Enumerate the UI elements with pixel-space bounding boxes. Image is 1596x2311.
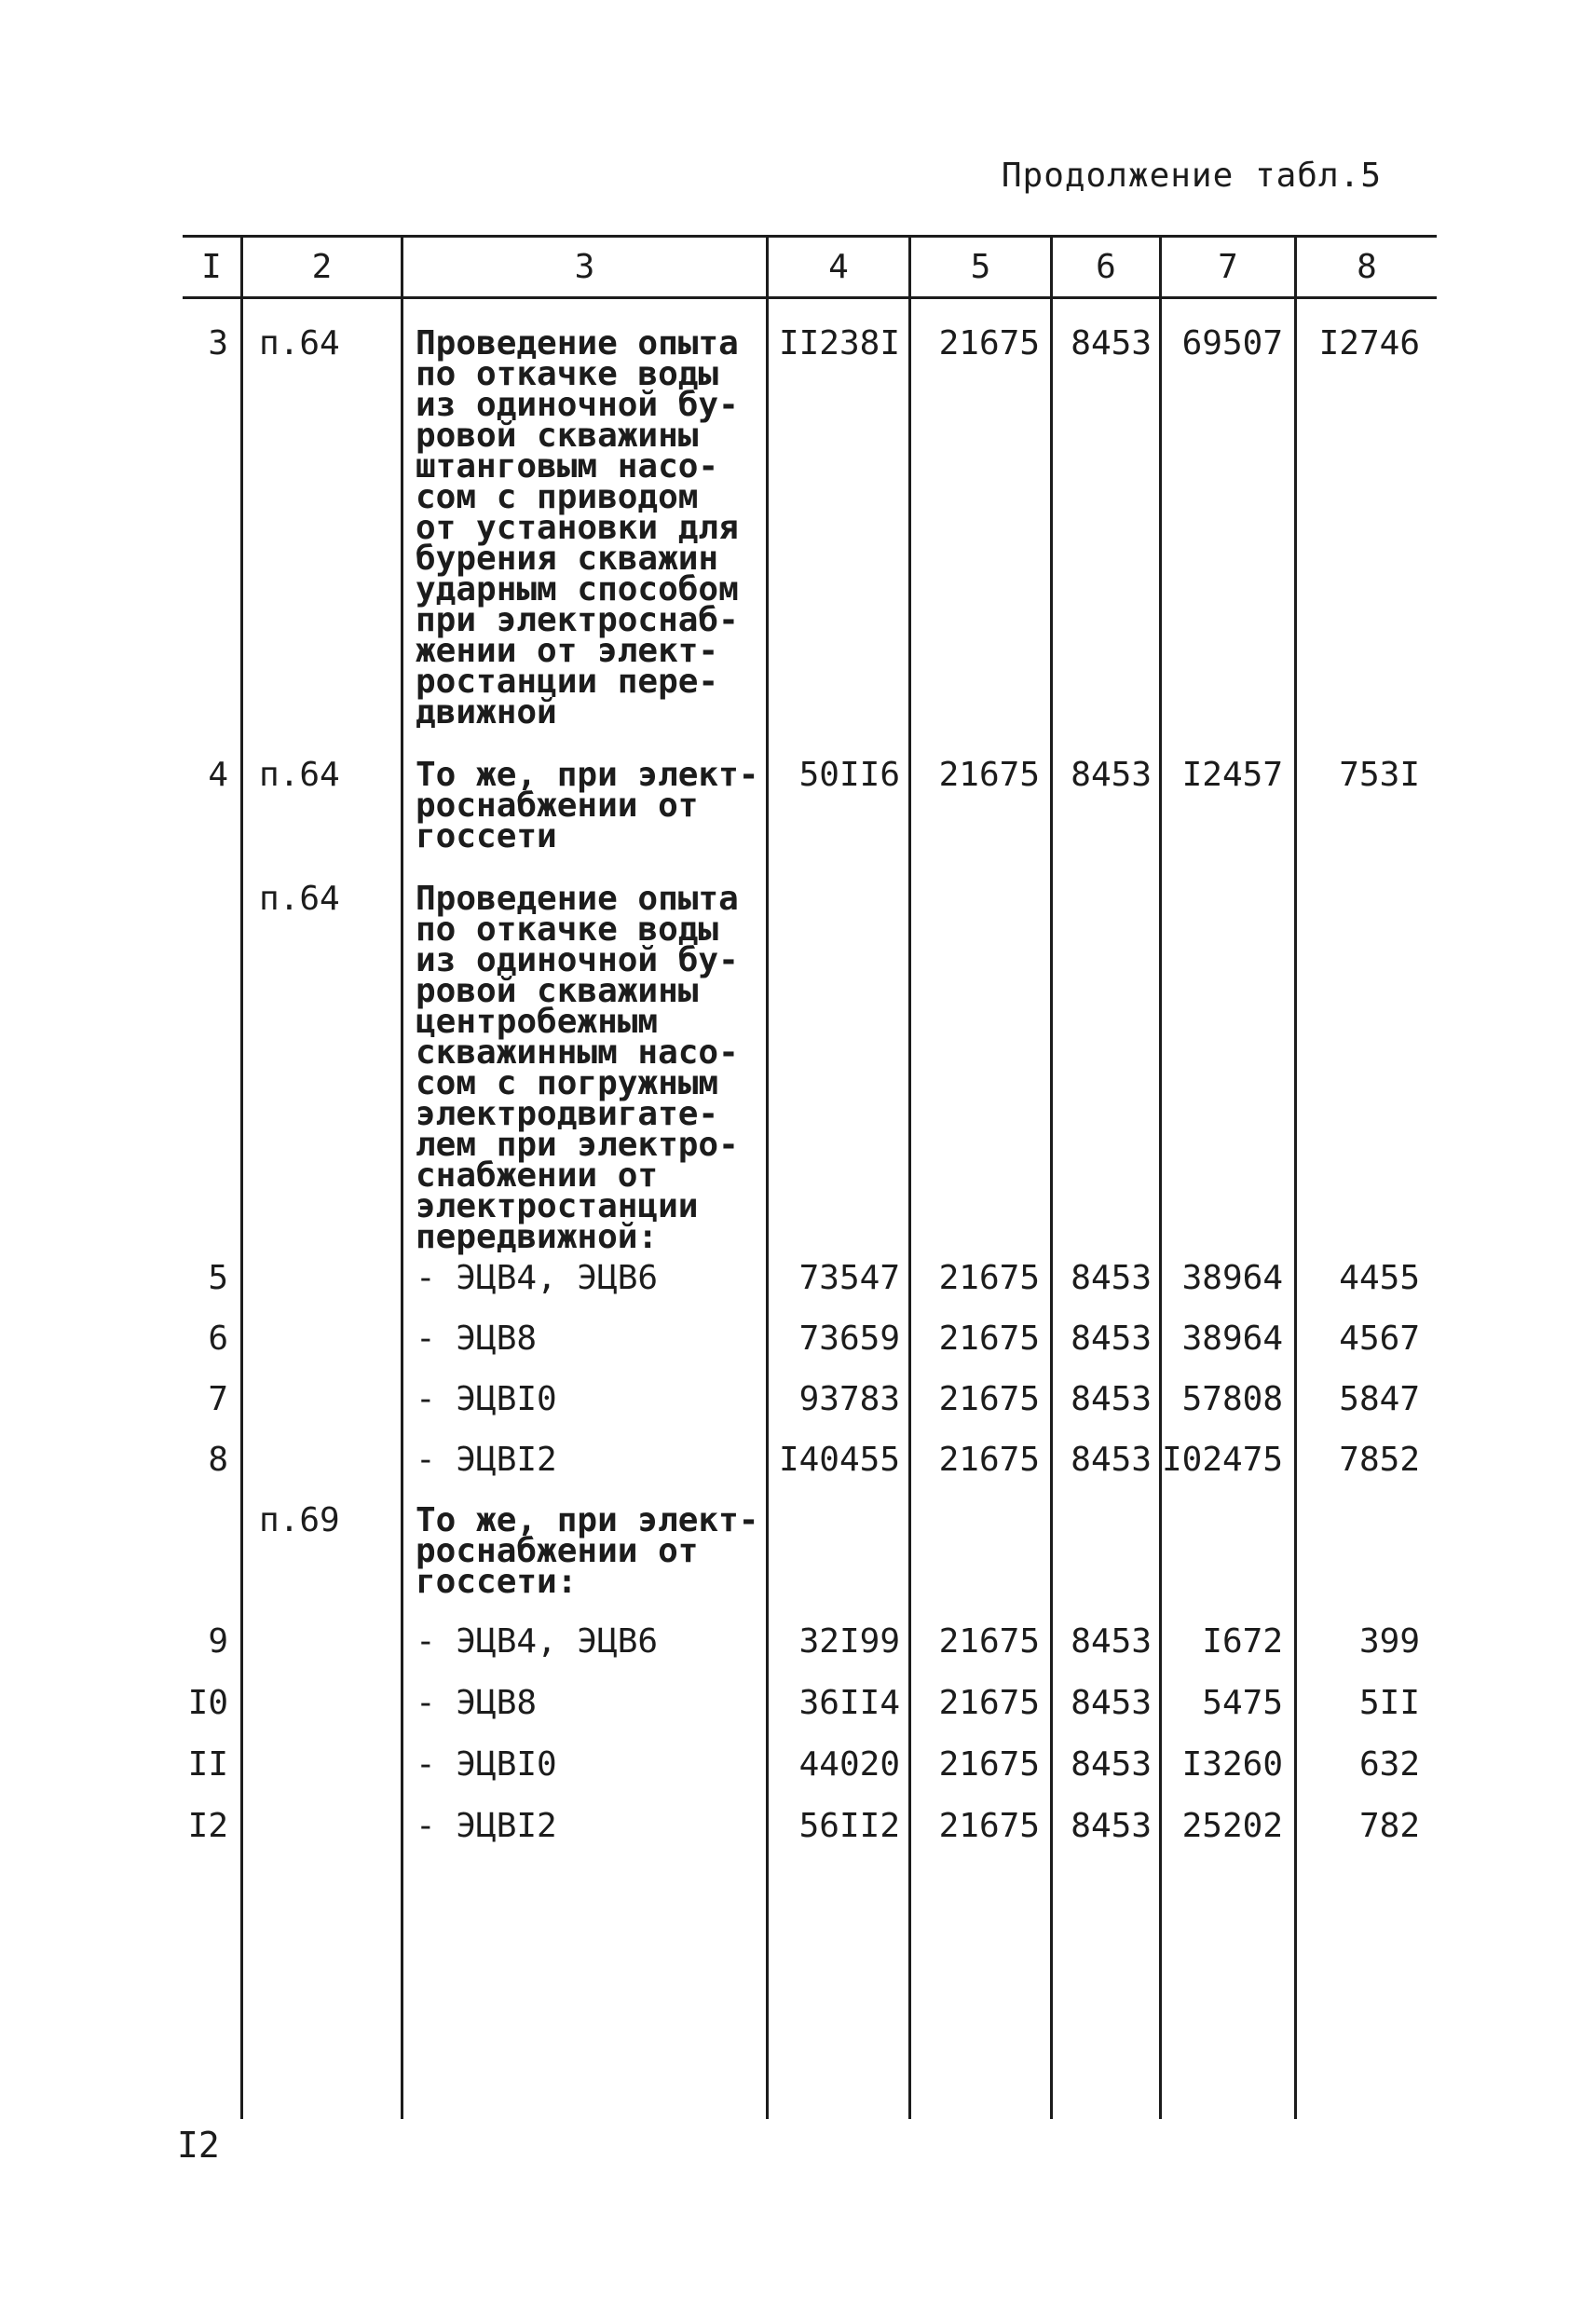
value-col-4: 32I99 [798, 1622, 900, 1661]
value-col-8: 7852 [1339, 1441, 1420, 1479]
value-col-5: 21675 [938, 1622, 1040, 1661]
column-divider [240, 235, 243, 2119]
row-number: 5 [208, 1259, 228, 1297]
column-divider [401, 235, 403, 2119]
value-col-7: 38964 [1181, 1320, 1283, 1358]
value-col-5: 21675 [938, 1259, 1040, 1297]
column-header-1: I [201, 248, 222, 286]
value-col-8: 4567 [1339, 1320, 1420, 1358]
work-description: То же, при элект- роснабжении от госсети: [416, 1501, 759, 1601]
value-col-4: 93783 [798, 1380, 900, 1418]
value-col-6: 8453 [1071, 1320, 1152, 1358]
row-number: 8 [208, 1441, 228, 1479]
value-col-5: 21675 [938, 1441, 1040, 1479]
value-col-8: 399 [1358, 1622, 1420, 1661]
value-col-7: 69507 [1181, 324, 1283, 362]
value-col-4: I40455 [778, 1441, 900, 1479]
work-description: Проведение опыта по откачке воды из одиночной бу- ровой скважины центробежным скважинным насо- сом с погружным электродвигате- лем при электро- снабжении от электростанции передвижной: [416, 880, 739, 1256]
column-header-8: 8 [1357, 248, 1377, 286]
work-description: - ЭЦВI2 [416, 1441, 557, 1479]
work-description: - ЭЦВI0 [416, 1745, 557, 1784]
value-col-6: 8453 [1071, 324, 1152, 362]
work-description: Проведение опыта по откачке воды из одиночной бу- ровой скважины штанговым насо- сом с приводом от установки для бурения скважин ударным способом при электроснаб- жении от элект- ростанции пере- движной [416, 324, 739, 732]
value-col-5: 21675 [938, 1807, 1040, 1845]
value-col-5: 21675 [938, 1684, 1040, 1722]
table-caption: Продолжение табл.5 [1001, 157, 1382, 195]
clause-ref: п.69 [259, 1501, 340, 1539]
work-description: - ЭЦВI2 [416, 1807, 557, 1845]
column-divider [766, 235, 769, 2119]
value-col-6: 8453 [1071, 1622, 1152, 1661]
value-col-5: 21675 [938, 1745, 1040, 1784]
page-number: I2 [177, 2125, 220, 2166]
value-col-7: I3260 [1181, 1745, 1283, 1784]
row-number: 9 [208, 1622, 228, 1661]
row-number: 6 [208, 1320, 228, 1358]
value-col-7: 5475 [1202, 1684, 1283, 1722]
value-col-7: I02475 [1162, 1441, 1284, 1479]
value-col-4: 73659 [798, 1320, 900, 1358]
value-col-8: 5II [1358, 1684, 1420, 1722]
column-header-4: 4 [828, 248, 849, 286]
work-description: - ЭЦВI0 [416, 1380, 557, 1418]
clause-ref: п.64 [259, 324, 340, 362]
column-header-5: 5 [970, 248, 991, 286]
work-description: - ЭЦВ8 [416, 1684, 538, 1722]
value-col-8: 4455 [1339, 1259, 1420, 1297]
value-col-6: 8453 [1071, 1259, 1152, 1297]
column-header-3: 3 [574, 248, 595, 286]
row-number: I0 [187, 1684, 228, 1722]
value-col-4: 36II4 [798, 1684, 900, 1722]
work-description: - ЭЦВ8 [416, 1320, 538, 1358]
column-header-7: 7 [1218, 248, 1238, 286]
value-col-7: 38964 [1181, 1259, 1283, 1297]
value-col-4: 73547 [798, 1259, 900, 1297]
value-col-7: I672 [1202, 1622, 1283, 1661]
value-col-8: 632 [1358, 1745, 1420, 1784]
value-col-4: 50II6 [798, 756, 900, 794]
clause-ref: п.64 [259, 880, 340, 918]
value-col-8: 782 [1358, 1807, 1420, 1845]
value-col-4: 44020 [798, 1745, 900, 1784]
value-col-7: 25202 [1181, 1807, 1283, 1845]
row-number: 7 [208, 1380, 228, 1418]
row-number: 4 [208, 756, 228, 794]
value-col-8: 753I [1339, 756, 1420, 794]
value-col-6: 8453 [1071, 1441, 1152, 1479]
work-description: - ЭЦВ4, ЭЦВ6 [416, 1259, 659, 1297]
table-top-rule [183, 235, 1437, 238]
value-col-8: I2746 [1318, 324, 1420, 362]
value-col-4: 56II2 [798, 1807, 900, 1845]
value-col-6: 8453 [1071, 1745, 1152, 1784]
work-description: - ЭЦВ4, ЭЦВ6 [416, 1622, 659, 1661]
row-number: 3 [208, 324, 228, 362]
clause-ref: п.64 [259, 756, 340, 794]
column-header-2: 2 [311, 248, 333, 286]
row-number: I2 [187, 1807, 228, 1845]
value-col-5: 21675 [938, 324, 1040, 362]
value-col-6: 8453 [1071, 756, 1152, 794]
value-col-5: 21675 [938, 1380, 1040, 1418]
work-description: То же, при элект- роснабжении от госсети [416, 756, 759, 855]
value-col-5: 21675 [938, 1320, 1040, 1358]
value-col-5: 21675 [938, 756, 1040, 794]
row-number: II [187, 1745, 228, 1784]
value-col-7: I2457 [1181, 756, 1283, 794]
value-col-6: 8453 [1071, 1807, 1152, 1845]
value-col-6: 8453 [1071, 1684, 1152, 1722]
value-col-7: 57808 [1181, 1380, 1283, 1418]
value-col-8: 5847 [1339, 1380, 1420, 1418]
value-col-6: 8453 [1071, 1380, 1152, 1418]
table-header-rule [183, 296, 1437, 299]
column-header-6: 6 [1096, 248, 1116, 286]
value-col-4: II238I [778, 324, 900, 362]
